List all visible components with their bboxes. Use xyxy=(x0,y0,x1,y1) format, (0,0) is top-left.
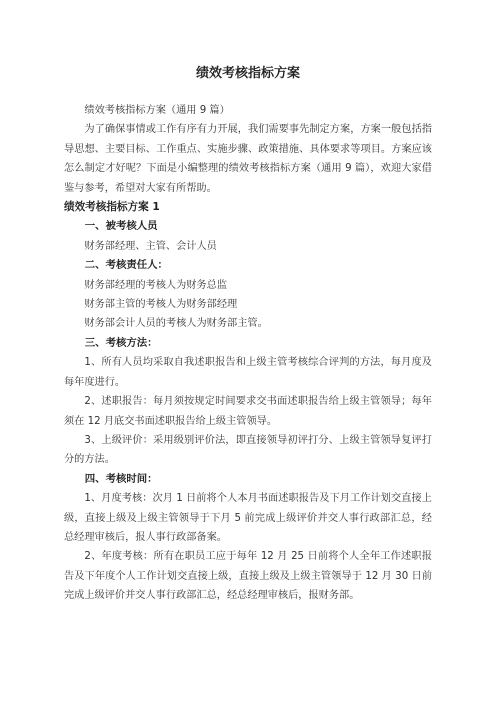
section-heading-2: 二、考核责任人： xyxy=(84,259,168,272)
section-3-item: 3、上级评价：采用级别评价法，即直接领导初评打分、上级主管领导复评打分的方法。 xyxy=(64,434,432,466)
section-2-line: 财务部经理的考核人为财务总监 xyxy=(84,279,228,291)
section-heading-4: 四、考核时间： xyxy=(84,472,158,485)
section-heading-1: 一、被考核人员 xyxy=(84,220,158,233)
section-heading-3: 三、考核方法： xyxy=(84,336,158,349)
section-4-item: 1、月度考核：次月 1 日前将个人本月书面述职报告及下月工作计划交直接上级，直接上级及上级主管领导于下月 5 前完成上级评价并交人事行政部汇总，经总经理审核后，报人事行政部备案。 xyxy=(64,493,432,543)
section-4-item: 2、年度考核：所有在职员工应于每年 12 月 25 日前将个人全年工作述职报告及下年度个人工作计划交直接上级，直接上级及上级主管领导于 12 月 30 日前完成上级评价并交人事行政部汇总，经总经理审核后，报财务部。 xyxy=(64,551,432,602)
document-title: 绩效考核指标方案 xyxy=(195,66,300,81)
section-3-item: 1、所有人员均采取自我述职报告和上级主管考核综合评判的方法，每月度及每年度进行。 xyxy=(64,357,432,388)
subtitle-paragraph: 绩效考核指标方案（通用 9 篇） xyxy=(84,105,230,116)
section-2-line: 财务部主管的考核人为财务部经理 xyxy=(84,299,238,311)
article-heading: 绩效考核指标方案 1 xyxy=(64,201,160,214)
section-2-line: 财务部会计人员的考核人为财务部主管。 xyxy=(84,318,268,330)
intro-paragraph: 为了确保事情或工作有序有力开展，我们需要事先制定方案，方案一般包括指导思想、主要目标、工作重点、实施步骤、政策措施、具体要求等项目。方案应该怎么制定才好呢？下面是小编整理的绩效考核指标方案（通用 9 篇），欢迎大家借鉴与参考，希望对大家有所帮助。 xyxy=(64,124,432,194)
section-1-text: 财务部经理、主管、会计人员 xyxy=(84,240,217,252)
section-3-item: 2、述职报告：每月须按规定时间要求交书面述职报告给上级主管领导；每年须在 12 月底交书面述职报告给上级主管领导。 xyxy=(64,396,432,427)
